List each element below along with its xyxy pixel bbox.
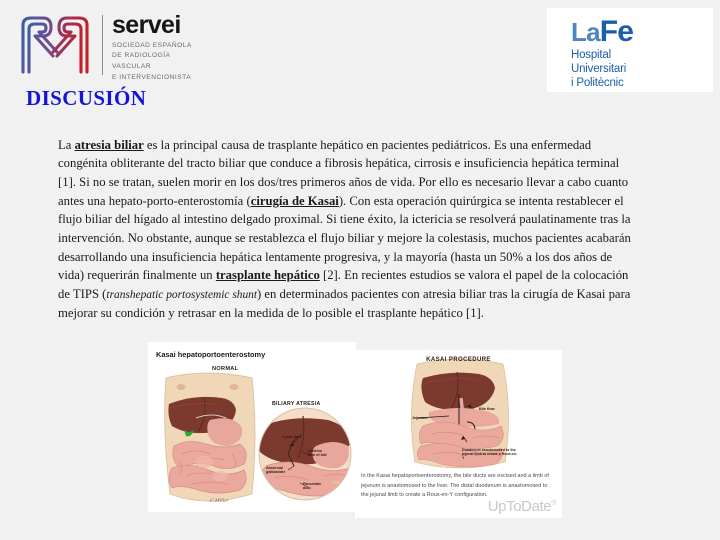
lafe-subtitle-line-1: Hospital [571,49,611,61]
lafe-subtitle [571,48,633,90]
logo-divider [102,15,103,75]
figure-right-label-bile-flow: Bile flow [479,407,495,411]
term-cirugia-de-kasai: cirugía de Kasai [250,193,339,208]
figure-left-label-normal: NORMAL [212,366,239,372]
figure-left-label-little-flow: Little/no flow of bile [308,449,327,458]
uptodate-registered-mark: ® [551,500,556,507]
figure-left-label-abnormal-gallbladder: Abnormal gallbladder [266,466,286,475]
figure-group [148,342,562,520]
text-seg-4: [2]. En recientes estudios se valora el papel de la colocación de TIPS ( [58,268,629,302]
lafe-logo-inner [571,17,633,90]
lafe-logo [547,8,713,92]
figure-right-panel [355,350,562,518]
figure-right-caption: In the Kasai hepatoportoenterostomy, the bile ducts are excised and a limb of jejunum is anastomosed to the liver. The distal duodenum is anastomosed to the jejunal limb to create a Roux-en-Y configuration. [361,473,549,499]
uptodate-watermark [488,498,556,515]
term-tips-expansion: transhepatic portosystemic shunt [106,289,258,302]
term-atresia-biliar: atresia biliar [74,137,144,152]
lafe-wordmark [571,17,633,47]
rr-monogram-icon [18,12,92,78]
figure-left-signature: C.Miller [210,498,229,504]
servei-subtitle [112,41,192,84]
figure-right-label-jejunum: Jejunum [412,416,428,420]
servei-subtitle-line-3: VASCULAR [112,62,152,70]
figure-left-label-biliary-atresia: BILIARY ATRESIA [272,401,321,407]
text-seg-2: es la principal causa de trasplante hepático en pacientes pediátricos. Es una enfermedad congénita obliterante del tracto biliar que conduce a fibrosis hepática, cirrosis e insuficiencia hepática terminal [1]. Si no se tratan, suelen morir en los dos/tres primeros años de vida. Por ello es necesario llevar a cabo cuanto antes una hepato-porto-enterostomía ( [58,137,629,208]
page-title: DISCUSIÓN [26,86,147,110]
servei-subtitle-line-4: E INTERVENCIONISTA [112,73,192,81]
text-seg-3: ). Con esta operación quirúrgica se intenta restablecer el flujo biliar del hígado al intestino delgado proximal. Si tiene éxito, la ictericia se resolverá paulatinamente tras la intervención. No obstante, aunque se restablezca el flujo biliar y mejore la colestasis, muchos pacientes acabarán desarrollando una insuficiencia hepática lentamente progresiva, y la mayoría (hasta un 50% a los dos años de vida) requerirán finalmente un [58,193,631,283]
lafe-subtitle-line-3: i Politècnic [571,77,624,90]
figure-left-label-cystic-duct: Cystic duct [282,435,302,439]
servei-subtitle-line-2: DE RADIOLOGÍA [112,52,171,60]
figure-right-illustration [355,350,562,472]
servei-subtitle-line-1: SOCIEDAD ESPAÑOLA [112,41,192,49]
discussion-paragraph [58,136,638,323]
term-trasplante-hepatico: trasplante hepático [215,268,320,283]
servei-wordmark: servei [112,11,181,39]
lafe-subtitle-line-2: Universitari [571,63,627,76]
lafe-word-la: La [571,17,600,47]
lafe-word-fe: Fe [599,15,634,48]
servei-logo [18,12,192,83]
figure-left-label-pancreatic-duct: Pancreatic duct [303,482,322,491]
text-seg-1: La [58,137,75,152]
figure-right-label-anastomosis: Duodenum anastomosed to the jejunal limb to create a Roux-en-Y [462,448,518,461]
servei-text-block [112,12,192,83]
figure-left-panel [148,342,356,512]
uptodate-text: UpToDate [487,498,552,515]
figure-left-title: Kasai hepatoportoenterostomy [156,350,266,359]
figure-right-title: KASAI PROCEDURE [426,357,491,363]
text-seg-5: ) en determinados pacientes con atresia biliar tras la cirugía de Kasai para mejorar su condición y retrasar en la medida de lo posible el trasplante hepático [1]. [58,287,631,320]
